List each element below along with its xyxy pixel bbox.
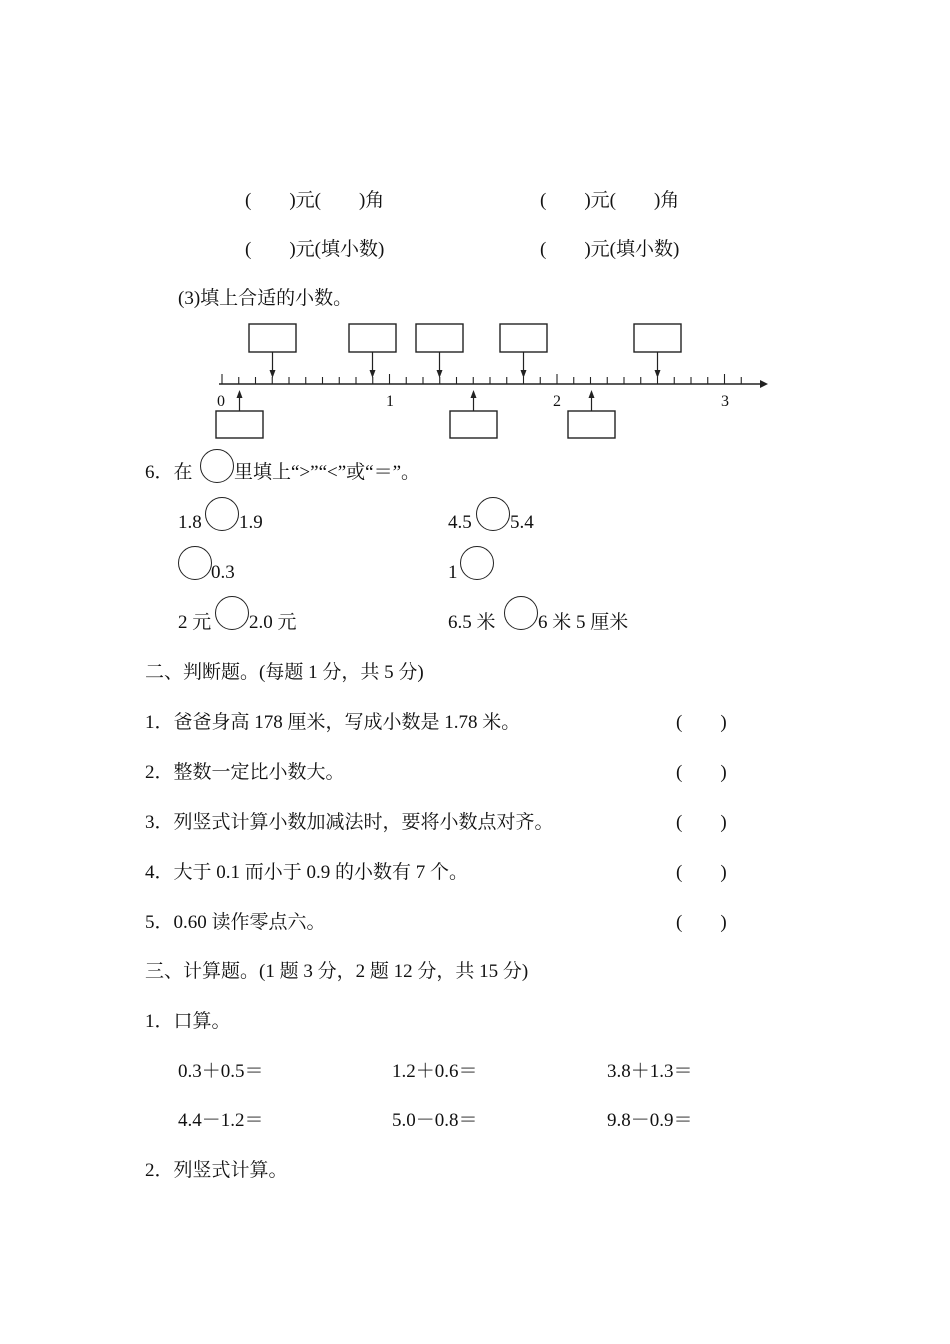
answer-box-top-3 bbox=[416, 324, 463, 352]
section3-title: 三、计算题。(1 题 3 分，2 题 12 分，共 15 分) bbox=[145, 961, 529, 982]
number-line-ticks bbox=[222, 374, 741, 384]
mental-calc-6[interactable]: 9.8－0.9＝ bbox=[607, 1110, 693, 1131]
q6-prompt-b: 里填上“>”“<”或“＝”。 bbox=[234, 462, 421, 483]
q6-b-left: 4.5 bbox=[448, 512, 472, 533]
axis-label-1: 1 bbox=[386, 393, 394, 410]
mental-calc-4[interactable]: 4.4－1.2＝ bbox=[178, 1110, 264, 1131]
q6-d-circle[interactable] bbox=[460, 546, 494, 580]
q6-c-right: 0.3 bbox=[211, 562, 235, 583]
q6-d-left: 1 bbox=[448, 562, 458, 583]
money-blank-row1-left[interactable]: ( )元( )角 bbox=[245, 190, 385, 211]
money-blank-row1-right[interactable]: ( )元( )角 bbox=[540, 190, 680, 211]
answer-box-top-2 bbox=[349, 324, 396, 352]
number-line-arrowhead bbox=[760, 380, 768, 388]
judge-item-1: 1．爸爸身高 178 厘米，写成小数是 1.78 米。 bbox=[145, 712, 521, 733]
q6-a-right: 1.9 bbox=[239, 512, 263, 533]
judge-answer-5[interactable]: ( ) bbox=[676, 912, 727, 933]
section2-title: 二、判断题。(每题 1 分，共 5 分) bbox=[145, 662, 424, 683]
q6-prompt-a: 6．在 bbox=[145, 462, 193, 483]
q6-f-left: 6.5 米 bbox=[448, 612, 496, 633]
mental-calc-3[interactable]: 3.8＋1.3＝ bbox=[607, 1061, 693, 1082]
q6-f-circle[interactable] bbox=[504, 596, 538, 630]
answer-box-bottom-2 bbox=[450, 411, 497, 438]
judge-answer-1[interactable]: ( ) bbox=[676, 712, 727, 733]
money-blank-row2-right[interactable]: ( )元(填小数) bbox=[540, 239, 680, 260]
q6-b-circle[interactable] bbox=[476, 497, 510, 531]
q6-a-circle[interactable] bbox=[205, 497, 239, 531]
q6-c-circle[interactable] bbox=[178, 546, 212, 580]
section3-q2: 2．列竖式计算。 bbox=[145, 1160, 288, 1181]
number-line-figure bbox=[0, 0, 950, 460]
judge-item-3: 3．列竖式计算小数加减法时，要将小数点对齐。 bbox=[145, 812, 554, 833]
judge-item-4: 4．大于 0.1 而小于 0.9 的小数有 7 个。 bbox=[145, 862, 469, 883]
q6-e-left: 2 元 bbox=[178, 612, 212, 633]
judge-answer-2[interactable]: ( ) bbox=[676, 762, 727, 783]
answer-box-top-5 bbox=[634, 324, 681, 352]
money-blank-row2-left[interactable]: ( )元(填小数) bbox=[245, 239, 385, 260]
section3-q1: 1．口算。 bbox=[145, 1011, 231, 1032]
mental-calc-5[interactable]: 5.0－0.8＝ bbox=[392, 1110, 478, 1131]
answer-box-top-4 bbox=[500, 324, 547, 352]
axis-label-2: 2 bbox=[553, 393, 561, 410]
axis-label-3: 3 bbox=[721, 393, 729, 410]
q6-a-left: 1.8 bbox=[178, 512, 202, 533]
answer-box-bottom-3 bbox=[568, 411, 615, 438]
answer-box-bottom-1 bbox=[216, 411, 263, 438]
judge-answer-4[interactable]: ( ) bbox=[676, 862, 727, 883]
mental-calc-1[interactable]: 0.3＋0.5＝ bbox=[178, 1061, 264, 1082]
judge-item-2: 2．整数一定比小数大。 bbox=[145, 762, 345, 783]
q5-3-prompt: (3)填上合适的小数。 bbox=[178, 288, 353, 309]
answer-box-top-1 bbox=[249, 324, 296, 352]
mental-calc-2[interactable]: 1.2＋0.6＝ bbox=[392, 1061, 478, 1082]
q6-prompt-circle bbox=[200, 449, 234, 483]
judge-item-5: 5．0.60 读作零点六。 bbox=[145, 912, 326, 933]
q6-e-circle[interactable] bbox=[215, 596, 249, 630]
q6-e-right: 2.0 元 bbox=[249, 612, 297, 633]
q6-f-right: 6 米 5 厘米 bbox=[538, 612, 629, 633]
axis-label-0: 0 bbox=[217, 393, 225, 410]
q6-b-right: 5.4 bbox=[510, 512, 534, 533]
judge-answer-3[interactable]: ( ) bbox=[676, 812, 727, 833]
